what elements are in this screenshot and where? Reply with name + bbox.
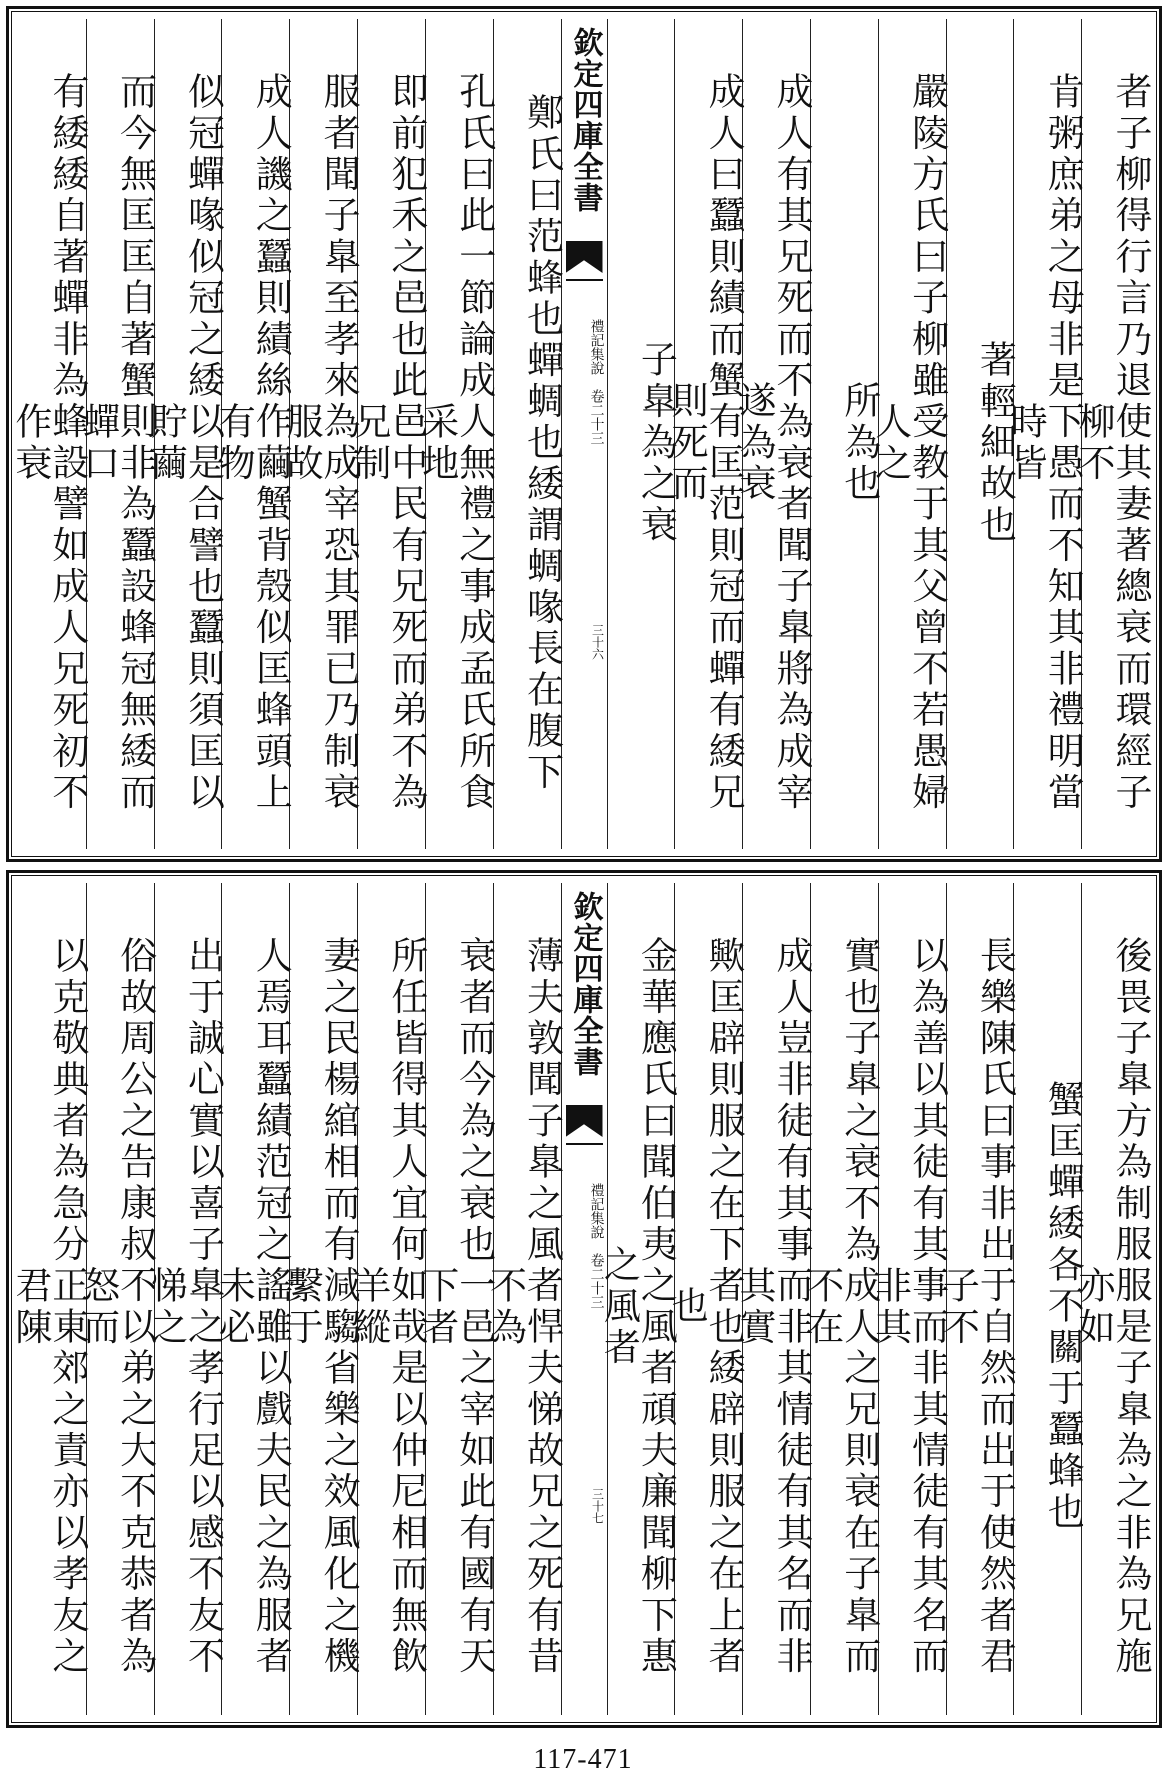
column-text: 人焉耳蠶績范冠之謠雖以戲夫民之為服者未必 (212, 936, 293, 1678)
text-column (800, 883, 881, 1715)
text-column (936, 883, 1017, 1715)
fishtail-line (566, 279, 603, 321)
text-column (280, 883, 361, 1715)
column-text: 而今無匡匡自著蟹則非為蠶設蜂冠無緌而蟬口 (76, 72, 157, 814)
fishtail-mark-icon (566, 1105, 603, 1137)
column-text: 出于誠心實以喜子臯之孝行足以感不友不悌之 (144, 936, 225, 1678)
column-text: 鄭氏曰范蜂也蟬蜩也緌謂蜩喙長在腹下 (520, 92, 564, 794)
top-page-frame (6, 6, 1162, 862)
text-column (483, 883, 564, 1715)
fishtail-mark-icon (566, 241, 603, 273)
column-text: 成人豈非徒有其事而非其情徒有其名而非其實 (732, 936, 813, 1678)
column-text: 妻之民楊綰相而有減騶省樂之效風化之機繫于 (280, 936, 361, 1678)
text-column (415, 19, 496, 849)
column-text: 實也子臯之衰不為成人之兄則衰在子臯而不在 (800, 936, 881, 1678)
text-column (1072, 883, 1152, 1715)
column-text: 蟹匡蟬緌各不關于蠶蜂也 (1041, 1080, 1085, 1534)
column-text: 以克敬典者為急分正東郊之責亦以孝友之君陳 (8, 936, 89, 1678)
text-column (212, 883, 293, 1715)
column-text: 成人曰蠶則績而蟹有匡范則冠而蟬有緌兄則死而 (665, 72, 746, 814)
top-text-columns (8, 19, 1152, 849)
text-column (1013, 883, 1085, 1715)
text-column (280, 19, 361, 849)
column-text: 肯粥庶弟之母非是下愚而不知其非禮明當時皆 (1004, 72, 1085, 814)
text-column (1072, 19, 1152, 849)
text-column (868, 19, 949, 849)
text-column (868, 883, 949, 1715)
column-text: 服者聞子臯至孝來為成宰恐其罪已乃制衰服故 (280, 72, 361, 814)
text-column (732, 19, 813, 849)
column-text: 成人譏之蠶則績絲作繭蟹背殼似匡蜂頭上有物 (212, 72, 293, 814)
text-column (665, 19, 746, 849)
column-text: 孔氏曰此一節論成人無禮之事成孟氏所食采地 (415, 72, 496, 814)
bottom-page-frame (6, 870, 1162, 1728)
column-text: 衰者而今為之衰也一邑之宰如此有國有天下者 (415, 936, 496, 1678)
text-column (212, 19, 293, 849)
book-title: 禮記集說 卷二十三 (588, 1183, 605, 1309)
text-column (8, 19, 89, 849)
column-text: 以為善以其徒有其事而非其情徒有其名而非其 (868, 936, 949, 1678)
column-text: 著輕細故也 (973, 340, 1017, 546)
column-text: 長樂陳氏曰事非出于自然而出于使然者君子不 (936, 936, 1017, 1678)
folio-number: 三十七 (590, 1488, 605, 1524)
column-text: 成人有其兄死而不為衰者聞子臯將為成宰遂為衰 (732, 72, 813, 814)
column-text: 嚴陵方氏曰子柳雖受教于其父曾不若愚婦人之 (868, 72, 949, 814)
text-column (810, 19, 881, 849)
text-column (607, 19, 678, 849)
text-column (1004, 19, 1085, 849)
page-number: 117-471 (533, 1744, 633, 1775)
column-text: 者子柳得行言乃退使其妻著總衰而環經子柳不 (1072, 72, 1152, 814)
fishtail-line (566, 1143, 603, 1185)
text-column (493, 19, 564, 849)
column-text: 子臯為之衰 (634, 340, 678, 546)
column-text: 俗故周公之告康叔不以弟之大不克恭者為怒而 (76, 936, 157, 1678)
text-column (144, 883, 225, 1715)
bottom-text-columns (8, 883, 1152, 1715)
column-text: 金華應氏曰聞伯夷之風者頑夫廉聞柳下惠之風者 (597, 936, 678, 1678)
column-text: 即前犯禾之邑也此邑中民有兄死而弟不為兄制 (347, 72, 428, 814)
column-text: 後畏子臯方為制服服是子臯為之非為兄施亦如 (1072, 936, 1152, 1678)
text-column (946, 19, 1017, 849)
column-text: 所為也 (837, 381, 881, 505)
book-title: 禮記集說 卷二十三 (588, 319, 605, 445)
collection-title: 欽定四庫全書 (567, 891, 603, 1077)
center-fold-column (561, 883, 607, 1715)
collection-title: 欽定四庫全書 (567, 27, 603, 213)
text-column (76, 19, 157, 849)
column-text: 有緌緌自著蟬非為蜂設譬如成人兄死初不作衰 (8, 72, 89, 814)
column-text: 似冠蟬喙似冠之緌以是合譬也蠶則須匡以貯繭 (144, 72, 225, 814)
text-column (144, 19, 225, 849)
column-text: 歟匡辟則服之在下者也緌辟則服之在上者也 (665, 936, 746, 1678)
center-fold-column (561, 19, 607, 849)
text-column (347, 19, 428, 849)
text-column (415, 883, 496, 1715)
text-column (732, 883, 813, 1715)
column-text: 所任皆得其人宜何如哉是以仲尼相而無飲羊縱 (347, 936, 428, 1678)
text-column (76, 883, 157, 1715)
folio-number: 三十六 (590, 624, 605, 660)
text-column (347, 883, 428, 1715)
text-column (8, 883, 89, 1715)
column-text: 薄夫敦聞子臯之風者悍夫悌故兄之死有昔不為 (483, 936, 564, 1678)
text-column (665, 883, 746, 1715)
